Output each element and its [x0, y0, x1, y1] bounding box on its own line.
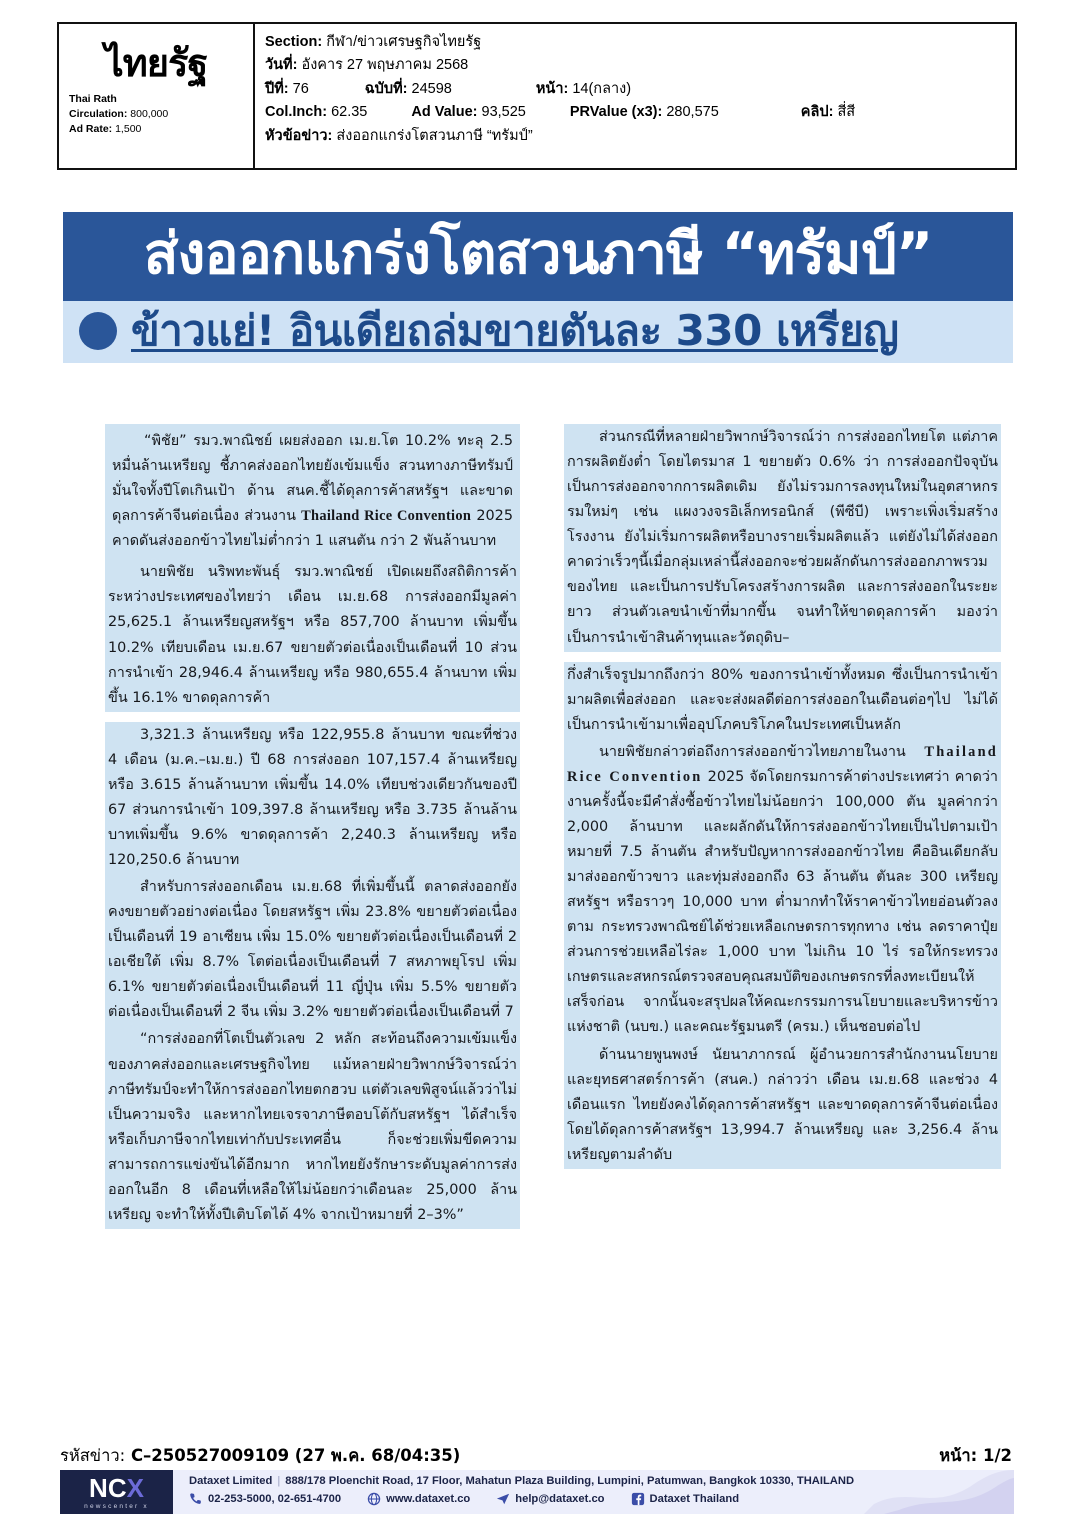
right-paragraph-2: กึ่งสำเร็จรูปมากถึงกว่า 80% ของการนำเข้าทั้งหมด ซึ่งเป็นการนำเข้ามาผลิตเพื่อส่งออก และจะส่งผลดีต่อการส่งออกในเดือนต่อๆไป ไม่ได้เป็นการนำเข้ามาเพื่ออุปโภคบริโภคในประเทศเป็นหลัก [564, 662, 1001, 739]
news-code-value: C–250527009109 (27 พ.ค. 68/04:35) [130, 1446, 461, 1465]
column-break-gap-right [564, 652, 1001, 662]
right-p3-text-en: Thailand Rice Convention [567, 743, 998, 785]
website-contact [367, 1492, 470, 1506]
clipping-metadata-table [57, 22, 1017, 170]
column-break-gap-left [105, 712, 520, 722]
left-paragraph-5: “การส่งออกที่โตเป็นตัวเลข 2 หลัก สะท้อนถึงความเข้มแข็งของภาคส่งออกและเศรษฐกิจไทย แม้หลายฝ่ายวิพากษ์วิจารณ์ว่า ภาษีทรัมป์จะทำให้การส่งออกไทยตกฮวบ แต่ตัวเลขพิสูจน์แล้วว่าไม่เป็นความจริง และหากไทยเจรจาภาษีตอบโต้กับสหรัฐฯ ได้สำเร็จ หรือเก็บภาษีจากไทยเท่ากับประเทศอื่น ก็จะช่วยเพิ่มขีดความสามารถการแข่งขันได้อีกมาก หากไทยยังรักษาระดับมูลค่าการส่งออกในอีก 8 เดือนที่เหลือให้ไม่น้อยกว่าเดือนละ 25,000 ล้านเหรียญ จะทำให้ทั้งปีเติบโตได้ 4% จากเป้าหมายที่ 2–3%” [105, 1026, 520, 1229]
website-url: www.dataxet.co [386, 1493, 471, 1505]
dataxet-address: 888/178 Ploenchit Road, 17 Floor, Mahatun Plaza Building, Lumpini, Patumwan, Bangkok 10330, THAILAND [285, 1475, 855, 1487]
article-body [63, 424, 1013, 1424]
dataxet-footer-bar [60, 1470, 1014, 1514]
date-label: วันที่: [265, 57, 298, 74]
colinch-label: Col.Inch: [265, 104, 328, 121]
year-issue-page-row [265, 78, 1015, 101]
publication-name-en: Thai Rath [69, 93, 117, 105]
clip-value: สี่สี [837, 104, 856, 121]
dataxet-company-name: Dataxet Limited [189, 1475, 273, 1487]
phone-number: 02-253-5000, 02-651-4700 [208, 1493, 342, 1505]
colinch-value: 62.35 [331, 104, 368, 121]
ad-rate-value: 1,500 [115, 123, 142, 136]
section-label: Section: [265, 34, 323, 50]
left-paragraph-3: 3,321.3 ล้านเหรียญ หรือ 122,955.8 ล้านบาท ขณะที่ช่วง 4 เดือน (ม.ค.–เม.ย.) ปี 68 การส่งออก 107,157.4 ล้านเหรียญ หรือ 3.615 ล้านล้านบาท เพิ่มขึ้น 14.0% เทียบช่วงเดียวกันของปี 67 ส่วนการนำเข้า 109,397.8 ล้านเหรียญ หรือ 3.735 ล้านล้านบาทเพิ่มขึ้น 9.6% ขาดดุลการค้า 2,240.3 ล้านเหรียญ หรือ 120,250.6 ล้านบาท [105, 722, 520, 874]
metadata-fields [255, 24, 1015, 168]
section-row [265, 31, 1015, 54]
globe-icon [367, 1492, 381, 1506]
ncx-logo [60, 1470, 173, 1514]
ncx-logo-text: NCX [89, 1472, 144, 1503]
lead-text-b: 2025 คาดดันส่งออกข้าวไทยไม่ต่ำกว่า 1 แสนตัน กว่า 2 พันล้านบาท [112, 508, 513, 550]
headline-text: ส่งออกแกร่งโตสวนภาษี “ทรัมป์” [143, 221, 933, 287]
dataxet-company-line [189, 1475, 1014, 1487]
advalue-value: 93,525 [481, 104, 526, 121]
circulation-row [69, 107, 243, 122]
dataxet-contact-line [189, 1492, 1014, 1506]
date-row [265, 54, 1015, 77]
article-column-left [63, 424, 538, 1424]
circulation-label: Circulation: [69, 108, 128, 121]
right-p3-text-b: 2025 จัดโดยกรมการค้าต่างประเทศว่า คาดว่างานครั้งนี้จะมีคำสั่งซื้อข้าวไทยไม่น้อยกว่า 100,000 ตัน มูลค่ากว่า 2,000 ล้านบาท และผลักดันให้การส่งออกข้าวไทยเป็นไปตามเป้าหมายที่ 7.5 ล้านตัน สำหรับปัญหาการส่งออกข้าวไทย คืออินเดียกลับมาส่งออกข้าวขาว และทุ่มส่งออกถึง 63 ล้านตัน ตันละ 300 เหรียญสหรัฐฯ หรือราวๆ 10,000 บาท ต่ำมากทำให้ราคาข้าวไทยอ่อนตัวลงตาม กระทรวงพาณิชย์ได้ช่วยเหลือเกษตรการทุกทาง เช่น ลดราคาปุ๋ย ส่วนการช่วยเหลือไร่ละ 1,000 บาท ไม่เกิน 10 ไร่ รอให้กระทรวงเกษตรและสหกรณ์ตรวจสอบคุณสมบัติของเกษตรกรที่ลงทะเบียนให้เสร็จก่อน จากนั้นจะสรุปผลให้คณะกรรมการนโยบายและบริหารข้าวแห่งชาติ (นบข.) และคณะรัฐมนตรี (ครม.) เห็นชอบต่อไป [567, 768, 998, 1036]
clip-label: คลิป: [800, 104, 834, 121]
lead-paragraph-block [105, 424, 520, 559]
lead-text-en: Thailand Rice Convention [301, 508, 472, 525]
right-paragraph-3 [564, 739, 1001, 1042]
dataxet-contact-info [173, 1470, 1014, 1514]
headline-banner [63, 212, 1013, 301]
phone-contact [189, 1492, 341, 1506]
circulation-value: 800,000 [130, 108, 169, 121]
headline-meta-row [265, 125, 1015, 148]
publication-masthead-th: ไทยรัฐ [104, 41, 208, 85]
subheadline-banner [63, 301, 1013, 363]
facebook-contact [631, 1492, 740, 1506]
headline-meta-label: หัวข้อข่าว: [265, 127, 333, 144]
article-column-right [538, 424, 1013, 1424]
year-label: ปีที่: [265, 80, 289, 97]
email-contact [496, 1492, 604, 1506]
date-value: อังคาร 27 พฤษภาคม 2568 [301, 57, 469, 74]
news-code-label: รหัสข่าว: [60, 1446, 126, 1465]
page-value: 14(กลาง) [572, 80, 632, 97]
value-row [265, 101, 1015, 124]
footer-page-number: หน้า: 1/2 [939, 1446, 1012, 1465]
ad-rate-label: Ad Rate: [69, 123, 113, 136]
news-clipping [63, 212, 1013, 363]
year-value: 76 [292, 80, 309, 97]
facebook-page: Dataxet Thailand [649, 1493, 740, 1505]
facebook-icon [631, 1492, 645, 1506]
issue-label: ฉบับที่: [364, 80, 408, 97]
prvalue-label: PRValue (x3): [569, 104, 663, 121]
left-paragraph-2: นายพิชัย นริพทะพันธุ์ รมว.พาณิชย์ เปิดเผยถึงสถิติการค้าระหว่างประเทศของไทยว่า เดือน เม.ย.68 การส่งออกมีมูลค่า 25,625.1 ล้านเหรียญสหรัฐฯ หรือ 857,700 ล้านบาท เพิ่มขึ้น 10.2% เทียบเดือน เม.ย.67 ขยายตัวต่อเนื่องเป็นเดือนที่ 10 ส่วนการนำเข้า 28,946.4 ล้านเหรียญ หรือ 980,655.4 ล้านบาท เพิ่มขึ้น 16.1% ขาดดุลการค้า [105, 559, 520, 711]
subheadline-text: ข้าวแย่! อินเดียถล่มขายตันละ 330 เหรียญ [131, 306, 899, 355]
prvalue-value: 280,575 [666, 104, 719, 121]
issue-value: 24598 [411, 80, 452, 97]
right-paragraph-1: ส่วนกรณีที่หลายฝ่ายวิพากษ์วิจารณ์ว่า การส่งออกไทยโต แต่ภาคการผลิตยังต่ำ โดยไตรมาส 1 ขยายตัว 0.6% ว่า การส่งออกปัจจุบันเป็นการส่งออกจากการผลิตเดิม ยังไม่รวมการลงทุนใหม่ในอุตสาหกรรมใหม่ๆ เช่น แผงวงจรอิเล็กทรอนิกส์ (พีซีบี) เพราะเพิ่งเริ่มสร้างโรงงาน ยังไม่เริ่มการผลิตหรือบางรายเริ่มผลิตแล้ว แต่ยังไม่ได้ส่งออก คาดว่าเร็วๆนี้เมื่อกลุ่มเหล่านี้ส่งออกจะช่วยผลักดันการส่งออกภาพรวมของไทย และเป็นการปรับโครงสร้างการผลิต และการส่งออกในระยะยาว ส่วนตัวเลขนำเข้าที่มากขึ้น จนทำให้ขาดดุลการค้า มองว่าเป็นการนำเข้าสินค้าทุนและวัตถุดิบ– [564, 424, 1001, 652]
section-value: กีฬา/ข่าวเศรษฐกิจไทยรัฐ [326, 34, 482, 50]
bullet-dot-icon [79, 312, 117, 350]
advalue-label: Ad Value: [411, 104, 478, 121]
ncx-logo-subtext: newscenter x [84, 1502, 149, 1510]
page-label: หน้า: [535, 80, 569, 97]
right-paragraph-4: ด้านนายพูนพงษ์ นัยนาภากรณ์ ผู้อำนวยการสำนักงานนโยบายและยุทธศาสตร์การค้า (สนค.) กล่าวว่า เดือน เม.ย.68 และช่วง 4 เดือนแรก ไทยยังคงได้ดุลการค้าสหรัฐฯ และขาดดุลการค้าจีนต่อเนื่อง โดยได้ดุลการค้าสหรัฐฯ 13,994.7 ล้านเหรียญ และ 3,256.4 ล้านเหรียญตามลำดับ [564, 1042, 1001, 1169]
publication-panel [59, 24, 255, 168]
divider: | [277, 1475, 281, 1487]
headline-meta-value: ส่งออกแกร่งโตสวนภาษี “ทรัมป์” [336, 127, 533, 144]
lead-text-a: “พิชัย” รมว.พาณิชย์ เผยส่งออก เม.ย.โต 10.2% ทะลุ 2.5 หมื่นล้านเหรียญ ชี้ภาคส่งออกไทยยังเข้มแข็ง สวนทางภาษีทรัมป์ มั่นใจทั้งปีโตเกินเป้า ด้าน สนค.ชี้ได้ดุลการค้าสหรัฐฯ และขาดดุลการค้าจีนต่อเนื่อง ส่วนงาน [112, 433, 513, 525]
news-code [60, 1443, 460, 1469]
phone-icon [189, 1492, 203, 1506]
send-icon [496, 1492, 510, 1506]
right-p3-text-a: นายพิชัยกล่าวต่อถึงการส่งออกข้าวไทยภายในงาน [599, 743, 925, 760]
email-address: help@dataxet.co [515, 1493, 605, 1505]
lead-paragraph [109, 428, 516, 555]
ad-rate-row [69, 122, 243, 137]
left-paragraph-4: สำหรับการส่งออกเดือน เม.ย.68 ที่เพิ่มขึ้นนี้ ตลาดส่งออกยังคงขยายตัวอย่างต่อเนื่อง โดยสหรัฐฯ เพิ่ม 23.8% ขยายตัวต่อเนื่องเป็นเดือนที่ 19 อาเซียน เพิ่ม 15.0% ขยายตัวต่อเนื่องเป็นเดือนที่ 2 เอเชียใต้ เพิ่ม 8.7% โตต่อเนื่องเป็นเดือนที่ 7 สหภาพยุโรป เพิ่ม 6.1% ขยายตัวต่อเนื่องเป็นเดือนที่ 11 ญี่ปุ่น เพิ่ม 5.5% ขยายตัวต่อเนื่องเป็นเดือนที่ 2 จีน เพิ่ม 3.2% ขยายตัวต่อเนื่องเป็นเดือนที่ 7 [105, 874, 520, 1026]
